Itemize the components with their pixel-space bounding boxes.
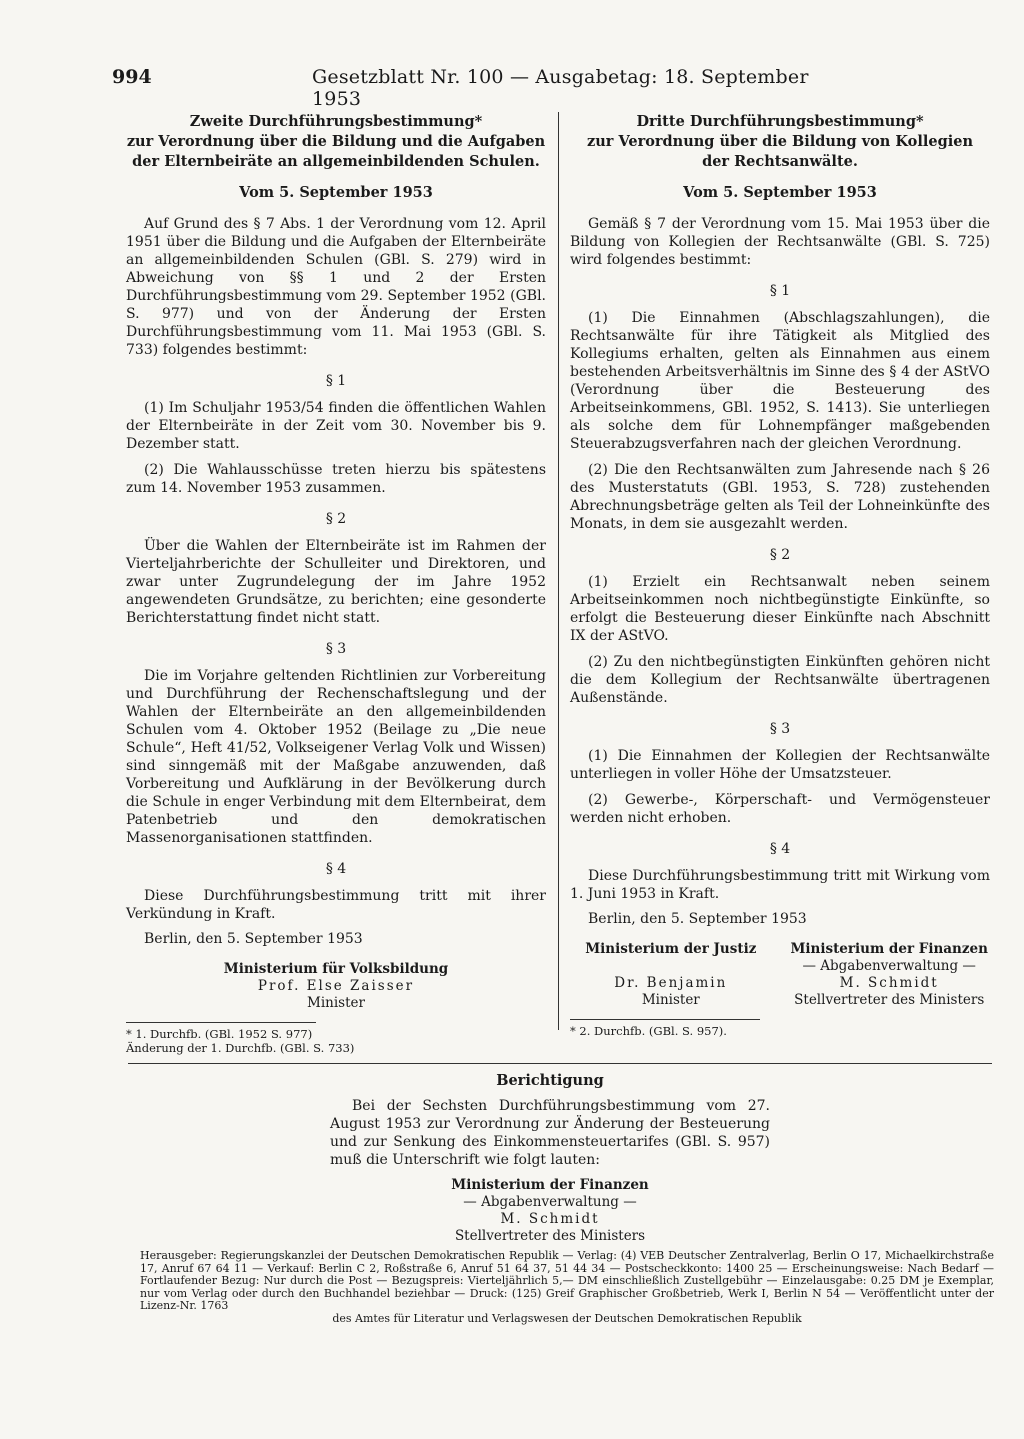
right-heading-line: der Rechtsanwälte. xyxy=(702,153,858,170)
signature-name: Dr. Benjamin xyxy=(614,975,728,991)
left-heading-line: Zweite Durchführungsbestimmung* xyxy=(189,113,483,130)
right-footnote: * 2. Durchfb. (GBl. S. 957). xyxy=(570,1024,727,1038)
right-heading-line: zur Verordnung über die Bildung von Kollegien xyxy=(586,133,973,150)
signature-role: Minister xyxy=(641,992,700,1008)
left-section-title: § 3 xyxy=(325,641,347,657)
page-number: 994 xyxy=(112,66,152,88)
right-heading xyxy=(570,112,990,172)
left-heading-line: zur Verordnung über die Bildung und die Aufgaben xyxy=(126,133,546,150)
signature-ministry: Ministerium der Finanzen xyxy=(790,941,988,957)
left-heading xyxy=(126,112,546,172)
signature-name: M. Schmidt xyxy=(500,1211,600,1227)
footnote-line: Änderung der 1. Durchfb. (GBl. S. 733) xyxy=(126,1041,355,1055)
left-paragraph: Die im Vorjahre geltenden Richtlinien zur Vorbereitung und Durchführung der Rechenschaftslegung und der Wahlen der Elternbeiräte an den allgemeinbildenden Schulen vom 4. Oktober 1952 (Beilage zu „Die neue Schule“, Heft 41/52, Volkseigener Verlag Volk und Wissen) sind sinngemäß mit der Maßgabe anzuwenden, daß Vorbereitung und Aufklärung in der Bevölkerung durch die Schule in enger Verbindung mit dem Elternbeirat, dem Patenbetrieb und den demokratischen Massenorganisationen stattfinden. xyxy=(126,668,546,846)
correction-notice xyxy=(330,1072,770,1245)
section-divider xyxy=(128,1063,992,1064)
correction-text: Bei der Sechsten Durchführungsbestimmung vom 27. August 1953 zur Verordnung zur Änderung der Besteuerung und zur Senkung des Einkommensteuertarifes (GBl. S. 957) muß die Unterschrift wie folgt lauten: xyxy=(330,1098,770,1168)
signature-spacer xyxy=(570,958,772,975)
signature-department: — Abgabenverwaltung — xyxy=(463,1194,637,1210)
right-date: Vom 5. September 1953 xyxy=(683,184,877,201)
imprint-last-line: des Amtes für Literatur und Verlagswesen der Deutschen Demokratischen Republik xyxy=(332,1311,802,1325)
footnote-rule xyxy=(570,1019,760,1020)
right-section-title: § 2 xyxy=(769,547,791,563)
left-paragraph: Diese Durchführungsbestimmung tritt mit ihrer Verkündung in Kraft. xyxy=(126,888,546,922)
left-footnote xyxy=(126,1027,546,1055)
left-column xyxy=(126,112,546,1055)
left-paragraph: (1) Im Schuljahr 1953/54 finden die öffentlichen Wahlen der Elternbeiräte in der Zeit vom 30. November bis 9. Dezember statt. xyxy=(126,400,546,452)
left-paragraph: Über die Wahlen der Elternbeiräte ist im Rahmen der Vierteljahrberichte der Schulleiter und Direktoren, und zwar unter Zugrundelegung der im Jahre 1952 angewendeten Grundsätze, zu berichten; eine gesonderte Berichterstattung findet nicht statt. xyxy=(126,538,546,626)
gazette-title: Gesetzblatt Nr. 100 — Ausgabetag: 18. September 1953 xyxy=(312,66,809,110)
right-paragraph: (1) Die Einnahmen (Abschlagszahlungen), die Rechtsanwälte für ihre Tätigkeit als Mitglied des Kollegiums erhalten, gelten als Einnahmen aus einem bestehenden Arbeitsverhältnis im Sinne des § 4 der AStVO (Verordnung über die Besteuerung des Arbeitseinkommens, GBl. 1952, S. 1413). Sie unterliegen als solche dem für Lohnempfänger maßgebenden Steuerabzugsverfahren nach der gleichen Verordnung. xyxy=(570,310,990,452)
page-header xyxy=(112,66,812,110)
right-paragraph: Diese Durchführungsbestimmung tritt mit Wirkung vom 1. Juni 1953 in Kraft. xyxy=(570,868,990,902)
footnote-rule xyxy=(126,1022,316,1023)
right-paragraph: (2) Gewerbe-, Körperschaft- und Vermögensteuer werden nicht erhoben. xyxy=(570,792,990,826)
left-section-title: § 4 xyxy=(325,861,347,877)
left-date: Vom 5. September 1953 xyxy=(239,184,433,201)
left-section-title: § 1 xyxy=(325,373,347,389)
signature-ministry: Ministerium der Finanzen xyxy=(451,1177,649,1193)
footnote-line: * 1. Durchfb. (GBl. 1952 S. 977) xyxy=(126,1027,313,1041)
signature-department: — Abgabenverwaltung — xyxy=(802,958,976,974)
right-section-title: § 4 xyxy=(769,841,791,857)
signature-ministry: Ministerium für Volksbildung xyxy=(223,961,449,977)
left-section-title: § 2 xyxy=(325,511,347,527)
right-place-date: Berlin, den 5. September 1953 xyxy=(588,911,807,927)
right-section-title: § 1 xyxy=(769,283,791,299)
left-paragraph: (2) Die Wahlausschüsse treten hierzu bis spätestens zum 14. November 1953 zusammen. xyxy=(126,462,546,496)
signature-role: Stellvertreter des Ministers xyxy=(454,1228,646,1244)
right-paragraph: (1) Erzielt ein Rechtsanwalt neben seinem Arbeitseinkommen noch nichtbegünstigte Einkünfte, so erfolgt die Besteuerung dieser Einkünfte nach Abschnitt IX der AStVO. xyxy=(570,574,990,644)
right-section-title: § 3 xyxy=(769,721,791,737)
right-paragraph: (2) Zu den nichtbegünstigten Einkünften gehören nicht die dem Kollegium der Rechtsanwälte übertragenen Außenstände. xyxy=(570,654,990,706)
right-intro: Gemäß § 7 der Verordnung vom 15. Mai 1953 über die Bildung von Kollegien der Rechtsanwälte (GBl. S. 725) wird folgendes bestimmt: xyxy=(570,216,990,268)
column-divider xyxy=(558,112,559,1030)
right-column xyxy=(570,112,990,1038)
right-paragraph: (2) Die den Rechtsanwälten zum Jahresende nach § 26 des Musterstatuts (GBl. 1953, S. 728) zustehenden Abrechnungsbeträge gelten als Teil der Lohneinkünfte des Monats, in dem sie ausgezahlt werden. xyxy=(570,462,990,532)
signature-role: Stellvertreter des Ministers xyxy=(794,992,985,1008)
finance-signature-block xyxy=(788,941,990,1009)
publisher-imprint xyxy=(140,1250,994,1325)
imprint-text: Herausgeber: Regierungskanzlei der Deutschen Demokratischen Republik — Verlag: (4) VEB Deutscher Zentralverlag, Berlin O 17, Michaelkirchstraße 17, Anruf 67 64 11 — Verkauf: Berlin C 2, Roßstraße 6, Anruf 51 64 37, 51 44 34 — Postscheckkonto: 1400 25 — Erscheinungsweise: Nach Bedarf — Fortlaufender Bezug: Nur durch die Post — Bezugspreis: Vierteljährlich 5,— DM einschließlich Zustellgebühr — Einzelausgabe: 0.25 DM je Exemplar, nur vom Verlag oder durch den Buchhandel beziehbar — Druck: (125) Greif Graphischer Großbetrieb, Werk I, Berlin N 54 — Veröffentlicht unter der Lizenz-Nr. 1763 xyxy=(140,1249,994,1312)
left-heading-line: der Elternbeiräte an allgemeinbildenden Schulen. xyxy=(132,153,540,170)
signature-ministry: Ministerium der Justiz xyxy=(585,941,757,957)
left-signature-block xyxy=(126,961,546,1012)
left-intro: Auf Grund des § 7 Abs. 1 der Verordnung vom 12. April 1951 über die Bildung und die Aufgaben der Elternbeiräte an allgemeinbildenden Schulen (GBl. S. 279) wird in Abweichung von §§ 1 und 2 der Ersten Durchführungsbestimmung vom 29. September 1952 (GBl. S. 977) und von der Änderung der Ersten Durchführungsbestimmung vom 11. Mai 1953 (GBl. S. 733) folgendes bestimmt: xyxy=(126,216,546,358)
justice-signature-block xyxy=(570,941,772,1009)
left-place-date: Berlin, den 5. September 1953 xyxy=(144,931,363,947)
right-heading-line: Dritte Durchführungsbestimmung* xyxy=(636,113,924,130)
signature-role: Minister xyxy=(307,995,365,1011)
correction-signature xyxy=(330,1177,770,1245)
signature-name: M. Schmidt xyxy=(839,975,939,991)
correction-title: Berichtigung xyxy=(496,1072,604,1089)
right-paragraph: (1) Die Einnahmen der Kollegien der Rechtsanwälte unterliegen in voller Höhe der Umsatzsteuer. xyxy=(570,748,990,782)
signature-name: Prof. Else Zaisser xyxy=(257,978,415,994)
right-signatures xyxy=(570,941,990,1009)
